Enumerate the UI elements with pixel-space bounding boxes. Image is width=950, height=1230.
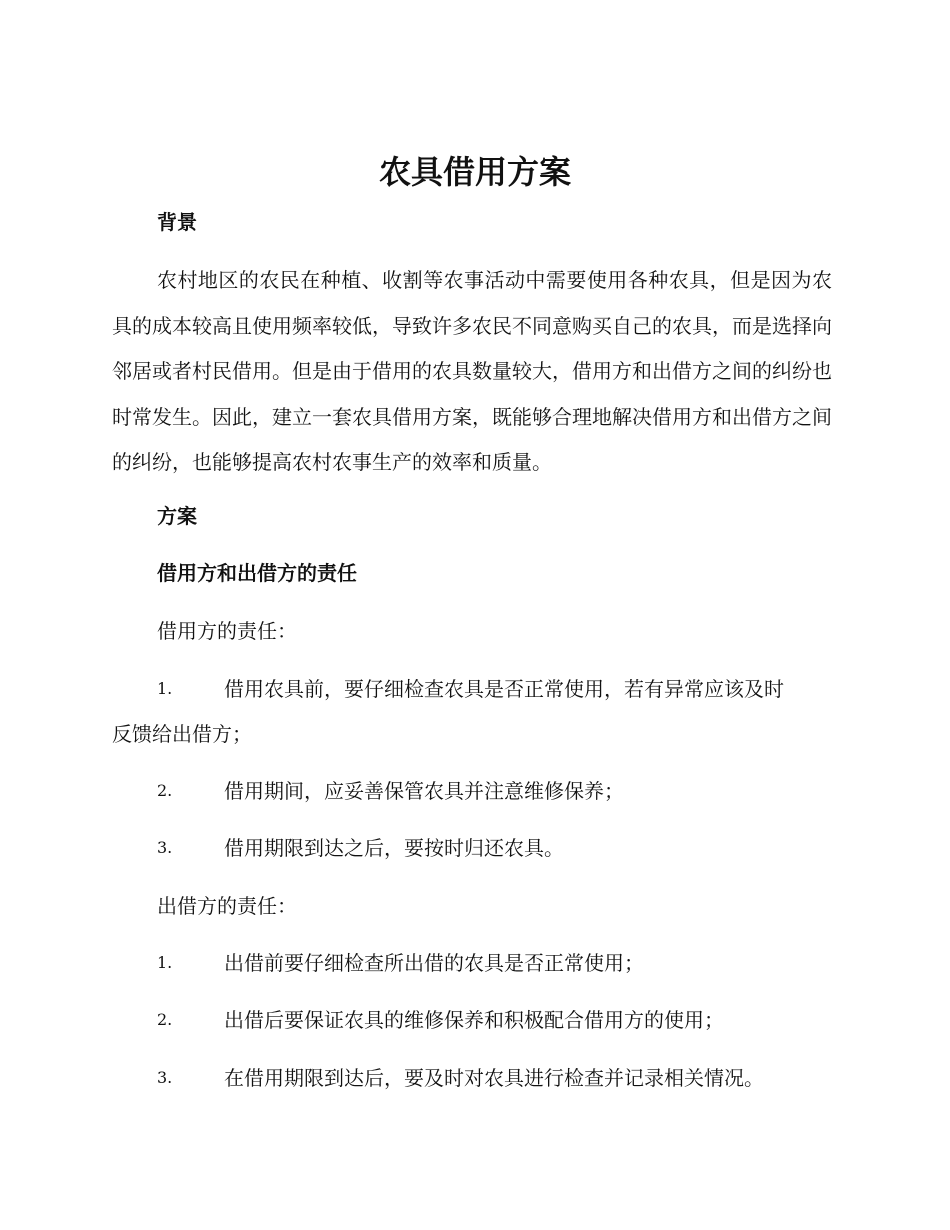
lender-responsibility-label: 出借方的责任：	[157, 894, 297, 918]
list-item: 借用农具前，要仔细检查农具是否正常使用，若有异常应该及时	[224, 677, 784, 701]
list-number: 3.	[157, 1068, 173, 1087]
list-number: 1.	[157, 679, 173, 698]
list-item: 借用期间，应妥善保管农具并注意维修保养；	[224, 779, 624, 803]
document-title: 农具借用方案	[378, 153, 571, 191]
list-number: 1.	[157, 953, 173, 972]
list-number: 3.	[157, 838, 173, 857]
list-number: 2.	[157, 1010, 173, 1029]
list-item: 借用期限到达之后，要按时归还农具。	[224, 836, 564, 860]
list-item: 在借用期限到达后，要及时对农具进行检查并记录相关情况。	[224, 1066, 764, 1090]
list-item: 出借前要仔细检查所出借的农具是否正常使用；	[224, 951, 644, 975]
list-item: 出借后要保证农具的维修保养和积极配合借用方的使用；	[224, 1008, 724, 1032]
section-heading-plan: 方案	[157, 504, 197, 528]
list-number: 2.	[157, 781, 173, 800]
section-heading-background: 背景	[157, 210, 197, 234]
borrower-responsibility-label: 借用方的责任：	[157, 619, 297, 643]
list-item-continuation: 反馈给出借方；	[112, 722, 252, 746]
background-paragraph: 农村地区的农民在种植、收割等农事活动中需要使用各种农具，但是因为农具的成本较高且使用频率较低，导致许多农民不同意购买自己的农具，而是选择向邻居或者村民借用。但是由于借用的农具数量较大，借用方和出借方之间的纠纷也时常发生。因此，建立一套农具借用方案，既能够合理地解决借用方和出借方之间的纠纷，也能够提高农村农事生产的效率和质量。	[112, 268, 832, 474]
subheading-responsibilities: 借用方和出借方的责任	[157, 561, 357, 585]
